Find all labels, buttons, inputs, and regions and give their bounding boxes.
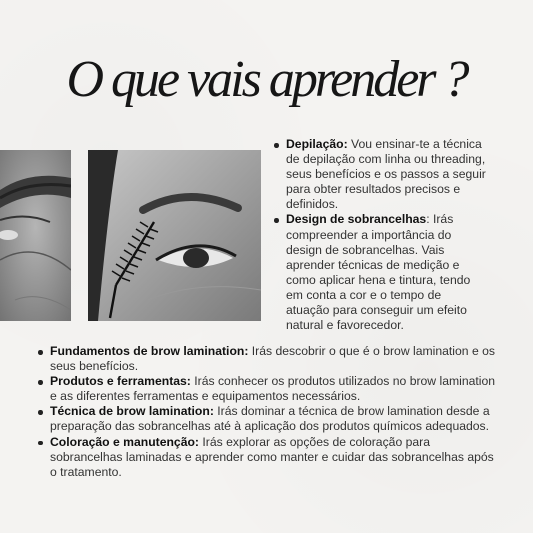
eyebrow-closeup-photo: [0, 150, 71, 321]
topic-heading: Técnica de brow lamination:: [50, 404, 214, 419]
list-item: [272, 137, 487, 212]
topic-heading: Fundamentos de brow lamination:: [50, 344, 249, 358]
topic-text: Irás explorar as opções de coloração para sobrancelhas laminadas e aprender como manter e cuidar das sobrancelhas após o tratamento.: [50, 434, 494, 479]
list-item: [36, 344, 501, 374]
list-item: [36, 404, 501, 434]
topic-text: : Irás compreender a importância do design de sobrancelhas. Vais aprender técnicas de medição e como aplicar hena e tintura, tendo em conta a cor e o tempo de atuação para conseguir um efeito natural e favorecedor.: [286, 212, 471, 333]
topics-list-right: [272, 137, 487, 333]
topic-text: Vou ensinar-te a técnica de depilação com linha ou threading, seus benefícios e os passos a seguir para obter resultados precisos e definidos.: [286, 137, 486, 212]
topic-heading: Design de sobrancelhas: [286, 212, 427, 227]
topic-text: Irás conhecer os produtos utilizados no brow lamination e as diferentes ferramentas e equipamentos necessários.: [50, 374, 496, 404]
topic-text: Irás descobrir o que é o brow lamination e os seus benefícios.: [50, 344, 495, 374]
list-item: [272, 212, 487, 333]
topics-list-bottom: [36, 344, 501, 480]
eye-mascara-photo: [88, 150, 261, 321]
list-item: [36, 435, 501, 480]
topic-heading: Produtos e ferramentas:: [50, 374, 191, 389]
list-item: [36, 374, 501, 404]
topic-text: Irás dominar a técnica de brow lamination desde a preparação das sobrancelhas até à aplicação dos produtos químicos adequados.: [50, 404, 490, 434]
topic-heading: Coloração e manutenção:: [50, 434, 199, 449]
topic-heading: Depilação:: [286, 137, 348, 151]
page-title: O que vais aprender ?: [66, 51, 467, 108]
